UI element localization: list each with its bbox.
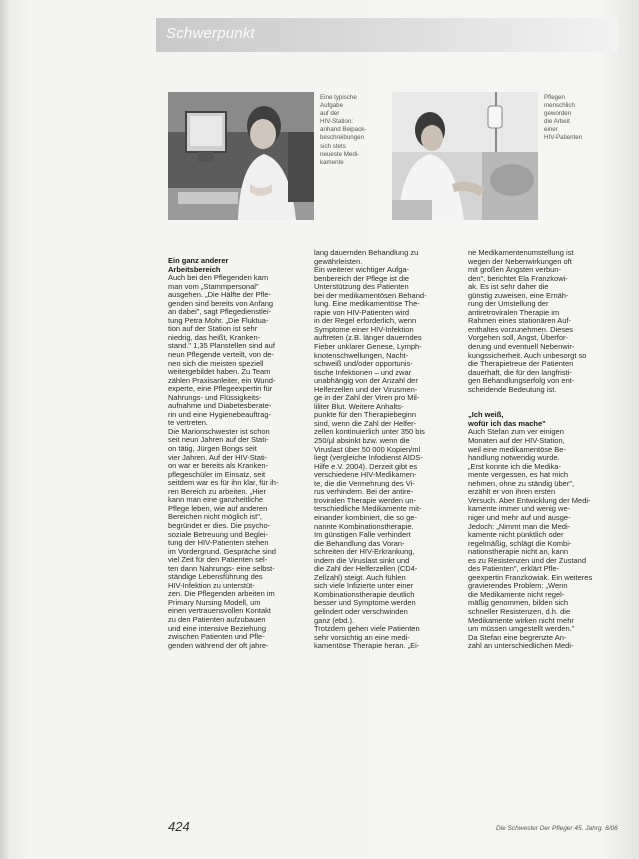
- article-line: zählen Praxisanleiter, ein Wund-: [168, 375, 276, 385]
- article-column-1: [168, 257, 278, 650]
- article-line: ne Medikamentenumstellung ist: [468, 248, 574, 257]
- article-line: benbereich der Pflege ist die: [314, 273, 410, 283]
- page-number: 424: [168, 819, 190, 834]
- article-line: aufnahme und Diabetesberate-: [168, 401, 272, 411]
- article-line: begründet er dies. Die psycho-: [168, 520, 271, 530]
- article-line: genden während der oft jahre-: [168, 640, 269, 650]
- article-line: ständige Lebensführung des: [168, 572, 263, 582]
- article-line: on war er bereits als Kranken-: [168, 461, 269, 471]
- article-line: Die Marionschwester ist schon: [168, 426, 270, 436]
- article-line: seitdem war es für ihn klar, für ih-: [168, 478, 279, 488]
- article-line: tung der HIV-Patienten stehen: [168, 538, 269, 548]
- article-line: Nahrungs- und Flüssigkeits-: [168, 392, 262, 402]
- article-line: scheidende Bedeutung ist.: [468, 384, 557, 394]
- article-column-2: [314, 249, 427, 651]
- article-column-3: [468, 249, 592, 651]
- article-line: weil eine medikamentöse Be-: [468, 444, 566, 454]
- article-line: gravierendes Problem: „Wenn: [468, 581, 568, 591]
- article-line: an dabei", sagt Pflegedienstlei-: [168, 307, 272, 317]
- article-line: man vom „Stammpersonal": [168, 281, 259, 291]
- article-line: mente vergessen, es hat mich: [468, 470, 569, 480]
- article-line: kungssicherheit. Auch unbesorgt so: [468, 350, 587, 360]
- photo-nurse-bedside: [392, 92, 538, 220]
- article-line: Zellzahl) steigt. Auch fühlen: [314, 572, 406, 582]
- article-line: Viruslast über 50 000 Kopien/ml: [314, 444, 421, 454]
- article-line: tische Infektionen – und zwar: [314, 367, 412, 377]
- article-line: Auch Stefan zum ver einigen: [468, 427, 564, 437]
- article-line: te, die die Vermehrung des Vi-: [314, 478, 415, 488]
- article-line: Ein weiterer wichtiger Aufga-: [314, 265, 410, 275]
- article-line: Hilfe e.V. 2004). Derzeit gibt es: [314, 461, 418, 471]
- article-line: unabhängig von der Anzahl der: [314, 376, 418, 386]
- article-line: enthaltes vorzunehmen. Dieses: [468, 324, 574, 334]
- article-line: Rahmen eines stationären Auf-: [468, 316, 571, 326]
- article-line: dauerhaft, die für den langfristi-: [468, 367, 572, 377]
- article-line: ren Bereich zu arbeiten. „Hier: [168, 486, 266, 496]
- article-line: Versuch. Aber Entwicklung der Medi-: [468, 495, 591, 505]
- article-line: 250/µl absinkt bzw. wenn die: [314, 436, 410, 446]
- article-line: HIV-Infektion zu unterstüt-: [168, 580, 255, 590]
- article-line: te vertreten.: [168, 418, 209, 428]
- article-line: liegt (vergleiche Infodienst AIDS-: [314, 453, 423, 463]
- article-line: rin und eine Hygienebeauftrag-: [168, 409, 271, 419]
- article-line: Helferzellen und der Virusmen-: [314, 384, 418, 394]
- article-line: Da Stefan eine begrenzte An-: [468, 632, 567, 642]
- article-line: [468, 394, 592, 403]
- article-line: kamente immer und wenig we-: [468, 504, 571, 514]
- photo-caption-left: Eine typische Aufgabe auf der HIV-Station: anhand Beipack- beschreibungen sich stets neueste Medi- kamente: [320, 94, 367, 166]
- article-line: Fieber unklarer Genese, Lymph-: [314, 342, 422, 352]
- article-line: rus verhindern. Bei der antire-: [314, 487, 414, 497]
- article-line: viel Zeit für den Patienten sel-: [168, 555, 268, 565]
- article-line: tung Petra Mohr. „Die Fluktua-: [168, 315, 269, 325]
- article-line: kann man eine ganzheitliche: [168, 495, 264, 505]
- article-line: neun Pflegende verteilt, von de-: [168, 350, 274, 360]
- article-line: Pflege leben, wie auf anderen: [168, 503, 268, 513]
- article-line: lung. Eine medikamentöse The-: [314, 299, 420, 309]
- article-line: es zu Resistenzen und der Zustand: [468, 555, 586, 565]
- article-line: rapie von HIV-Patienten wird: [314, 307, 410, 317]
- article-line: Im günstigen Falle verhindert: [314, 530, 411, 540]
- article-line: die Medikamente nicht regel-: [468, 589, 565, 599]
- article-line: gelindert oder verschwinden: [314, 606, 408, 616]
- article-line: Jedoch: „Nimmt man die Medi-: [468, 521, 571, 531]
- article-line: ganz (ebd.).: [314, 615, 355, 625]
- article-line: liliter Blut. Weitere Anhalts-: [314, 401, 404, 411]
- article-line: geexpertin Franzkowiak. Ein weiteres: [468, 572, 593, 582]
- article-line: Monaten auf der HIV-Station,: [468, 436, 565, 446]
- article-line: verschiedene HIV-Medikamen-: [314, 470, 417, 480]
- article-line: Trotzdem gehen viele Patienten: [314, 624, 420, 634]
- article-line: regelmäßig, schlägt die Kombi-: [468, 538, 572, 548]
- article-line: auftreten (z.B. länger dauerndes: [314, 333, 422, 343]
- article-line: sich viele Infizierte unter einer: [314, 581, 414, 591]
- article-line: knotenschwellungen, Nacht-: [314, 350, 409, 360]
- article-line: gen Behandlungserfolg von ent-: [468, 376, 575, 386]
- article-line: niger und mehr auf und ausge-: [468, 512, 571, 522]
- article-line: rung der Umstellung der: [468, 299, 549, 309]
- article-line: die Behandlung das Voran-: [314, 538, 405, 548]
- article-line: ten dann Nahrungs- eine selbst-: [168, 563, 275, 573]
- article-line: Unterstützung des Patienten: [314, 282, 409, 292]
- article-line: die Therapietreue der Patienten: [468, 359, 574, 369]
- article-line: stand." 1,35 Planstellen sind auf: [168, 341, 275, 351]
- article-line: Medikamente wirken nicht mehr: [468, 615, 574, 625]
- article-line: pflegeschüler im Einsatz, seit: [168, 469, 266, 479]
- section-title: Schwerpunkt: [166, 25, 255, 42]
- article-line: genden sind bereits von Anfang: [168, 298, 274, 308]
- article-subheading: „Ich weiß,: [468, 410, 504, 420]
- article-line: vier Jahren. Auf der HIV-Stati-: [168, 452, 268, 462]
- photo-caption-right: Pflegen menschlich geworden die Arbeit einer HIV-Patienten: [544, 94, 583, 142]
- article-line: ausgehen. „Die Hälfte der Pfle-: [168, 290, 271, 300]
- article-line: soziale Betreuung und Beglei-: [168, 529, 269, 539]
- article-line: lang dauernden Behandlung zu: [314, 248, 419, 257]
- article-line: Bereichen nicht möglich ist",: [168, 512, 262, 522]
- article-line: zen. Die Pflegenden arbeiten im: [168, 589, 275, 599]
- article-line: in der Regel erforderlich, wenn: [314, 316, 417, 326]
- article-line: schreiten der HIV-Erkrankung,: [314, 547, 415, 557]
- article-line: weitergebildet haben. Zu Team: [168, 367, 271, 377]
- article-line: den", berichtet Ela Franzkowi-: [468, 273, 568, 283]
- article-line: nen sich die meisten speziell: [168, 358, 264, 368]
- article-line: Kombinationstherapie deutlich: [314, 589, 415, 599]
- article-line: schweiß und/oder opportunis-: [314, 359, 413, 369]
- article-line: experte, eine Pflegeexpertin für: [168, 384, 273, 394]
- article-line: um müssen umgestellt werden.": [468, 624, 575, 634]
- article-subheading: Arbeitsbereich: [168, 264, 221, 274]
- article-line: bei der medikamentösen Behand-: [314, 290, 427, 300]
- article-line: punkte für den Therapiebeginn: [314, 410, 417, 420]
- article-line: mit großen Ängsten verbun-: [468, 265, 561, 275]
- article-line: einen vertrauensvollen Kontakt: [168, 606, 271, 616]
- photo-nurse-computer: [168, 92, 314, 220]
- article-line: handlung notwendig wurde.: [468, 453, 560, 463]
- article-line: tion auf der Station ist sehr: [168, 324, 258, 334]
- article-line: nehmen, ohne zu ständig über",: [468, 478, 575, 488]
- article-line: zu den Patienten aufzubauen: [168, 614, 266, 624]
- article-line: indem die Viruslast sinkt und: [314, 555, 410, 565]
- article-line: „Erst konnte ich die Medika-: [468, 461, 561, 471]
- article-line: nationstherapie nicht an, kann: [468, 547, 569, 557]
- article-line: ak. Es ist sehr daher die: [468, 282, 549, 292]
- article-line: niedrig, das heißt, Kranken-: [168, 332, 261, 342]
- article-line: nannte Kombinationstherapie.: [314, 521, 414, 531]
- article-line: und eine intensive Beziehung: [168, 623, 266, 633]
- article-line: gewährleisten.: [314, 256, 363, 266]
- article-line: Symptome einer HIV-Infektion: [314, 324, 414, 334]
- article-line: terschiedliche Medikamente mit-: [314, 504, 422, 514]
- article-line: sind, wenn die Zahl der Helfer-: [314, 418, 417, 428]
- article-line: wegen der Nebenwirkungen oft: [468, 256, 572, 266]
- article-line: im Vordergrund. Gespräche sind: [168, 546, 276, 556]
- article-line: ge in der Zahl der Viren pro Mil-: [314, 393, 420, 403]
- article-line: kamente nicht pünktlich oder: [468, 530, 564, 540]
- article-line: derung und eventuell Nebenwir-: [468, 342, 575, 352]
- article-line: besser und Symptome werden: [314, 598, 416, 608]
- article-line: zellen kontinuierlich unter 350 bis: [314, 427, 425, 437]
- article-line: einander kombiniert, die so ge-: [314, 512, 417, 522]
- article-line: erzählt er von ihren ersten: [468, 487, 556, 497]
- journal-footer: Die Schwester Der Pfleger 45. Jahrg. 6/06: [496, 825, 618, 832]
- article-subheading: Ein ganz anderer: [168, 256, 229, 265]
- article-line: on tätig, Jürgen Bongs seit: [168, 444, 257, 454]
- article-line: sehr vorsichtig an eine medi-: [314, 632, 410, 642]
- article-line: schneller Resistenzen, d.h. die: [468, 606, 571, 616]
- article-line: antiretroviralen Therapie im: [468, 307, 560, 317]
- article-line: seit neun Jahren auf der Stati-: [168, 435, 269, 445]
- article-line: Vorgehen soll, Angst, Überfor-: [468, 333, 569, 343]
- article-line: des Patienten", erklärt Pfle-: [468, 564, 560, 574]
- article-line: kamentöse Therapie heran. „Ei-: [314, 641, 420, 651]
- article-line: troviralen Therapie werden un-: [314, 495, 417, 505]
- article-subheading: wofür ich das mache": [468, 418, 546, 428]
- article-line: zwischen Patienten und Pfle-: [168, 632, 265, 642]
- article-line: Primary Nursing Modell, um: [168, 597, 261, 607]
- article-line: zahl an unterschiedlichen Medi-: [468, 641, 574, 651]
- article-line: Auch bei den Pflegenden kam: [168, 273, 269, 283]
- article-line: die Zahl der Helferzellen (CD4-: [314, 564, 418, 574]
- article-line: mäßig genommen, bilden sich: [468, 598, 569, 608]
- article-line: günstig zuweisen, eine Ernäh-: [468, 290, 569, 300]
